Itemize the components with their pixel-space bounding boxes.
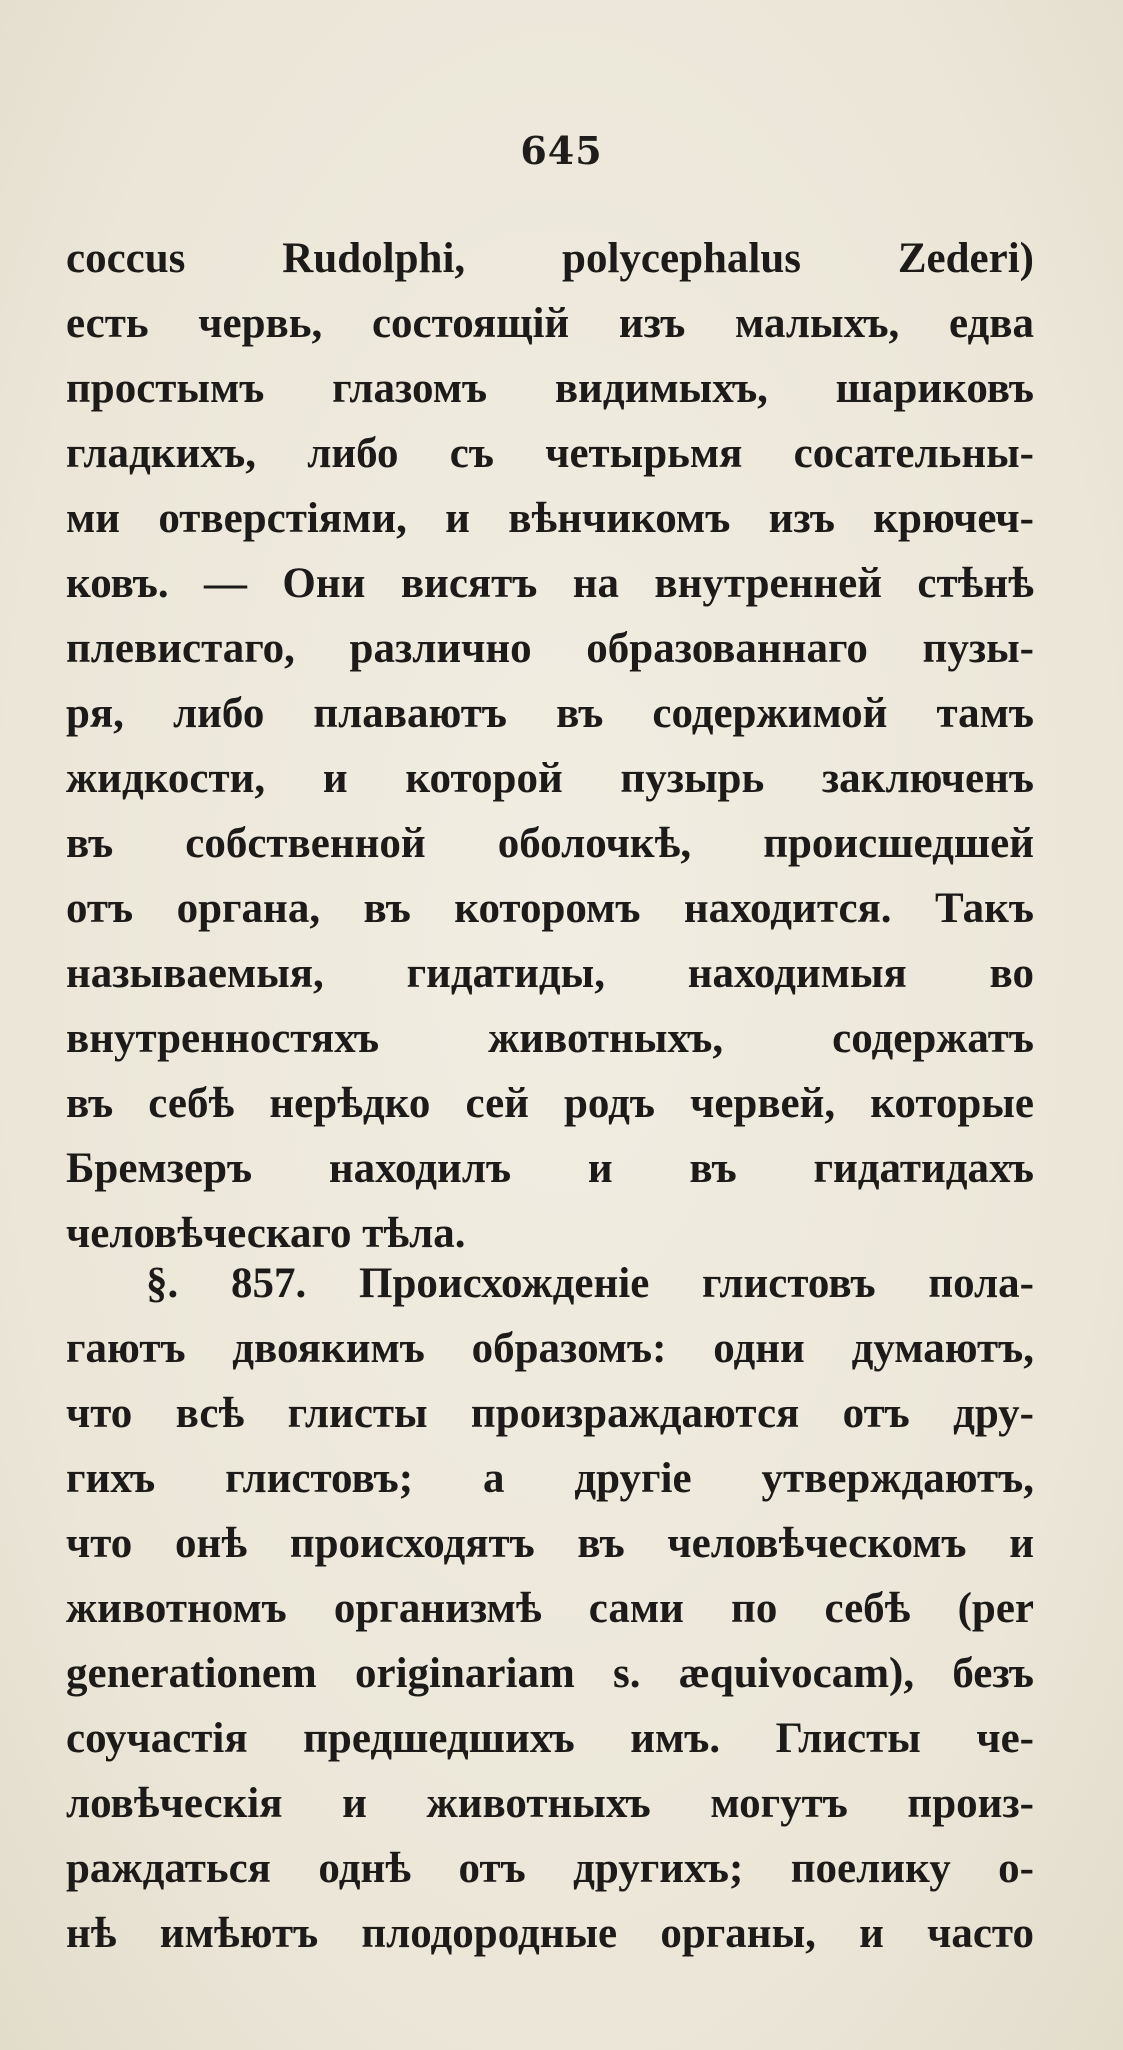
text-line: нѣ имѣютъ плодородные органы, и часто [66, 1910, 1034, 1957]
text-line: гладкихъ, либо съ четырьмя сосательны- [66, 430, 1034, 477]
text-line: ловѣческія и животныхъ могутъ произ- [66, 1780, 1034, 1827]
text-line: раждаться однѣ отъ другихъ; поелику о- [66, 1845, 1034, 1892]
page-number: 645 [520, 128, 603, 173]
text-line: что онѣ происходятъ въ человѣческомъ и [66, 1520, 1034, 1567]
text-line: гаютъ двоякимъ образомъ: одни думаютъ, [66, 1325, 1034, 1372]
text-line: человѣческаго тѣла. [66, 1210, 466, 1257]
text-line: животномъ организмѣ сами по себѣ (per [66, 1585, 1034, 1632]
text-line: есть червь, состоящій изъ малыхъ, едва [66, 300, 1034, 347]
text-line: гихъ глистовъ; а другіе утверждаютъ, [66, 1455, 1034, 1502]
text-line: въ себѣ нерѣдко сей родъ червей, которые [66, 1080, 1034, 1127]
text-line: внутренностяхъ животныхъ, содержатъ [66, 1015, 1034, 1062]
text-line: жидкости, и которой пузырь заключенъ [66, 755, 1034, 802]
text-line: называемыя, гидатиды, находимыя во [66, 950, 1034, 997]
text-line: плевистаго, различно образованнаго пузы- [66, 625, 1034, 672]
section-857-paragraph [66, 1251, 1034, 1966]
text-line: простымъ глазомъ видимыхъ, шариковъ [66, 365, 1034, 412]
text-line: что всѣ глисты произраждаются отъ дру- [66, 1390, 1034, 1437]
text-line: Бремзеръ находилъ и въ гидатидахъ [66, 1145, 1034, 1192]
text-line: ря, либо плаваютъ въ содержимой тамъ [66, 690, 1034, 737]
text-line: coccus Rudolphi, polycephalus Zederi) [66, 235, 1034, 282]
text-line: отъ органа, въ которомъ находится. Такъ [66, 885, 1034, 932]
text-line: generationem originariam s. æquivocam), безъ [66, 1650, 1034, 1697]
section-heading-line: §. 857. Происхожденіе глистовъ пола- [146, 1260, 1034, 1307]
text-line: въ собственной оболочкѣ, происшедшей [66, 820, 1034, 867]
text-line: соучастія предшедшихъ имъ. Глисты че- [66, 1715, 1034, 1762]
continuation-paragraph [66, 226, 1034, 1266]
text-line: ковъ. — Они висятъ на внутренней стѣнѣ [66, 560, 1034, 607]
text-line: ми отверстіями, и вѣнчикомъ изъ крючеч- [66, 495, 1034, 542]
